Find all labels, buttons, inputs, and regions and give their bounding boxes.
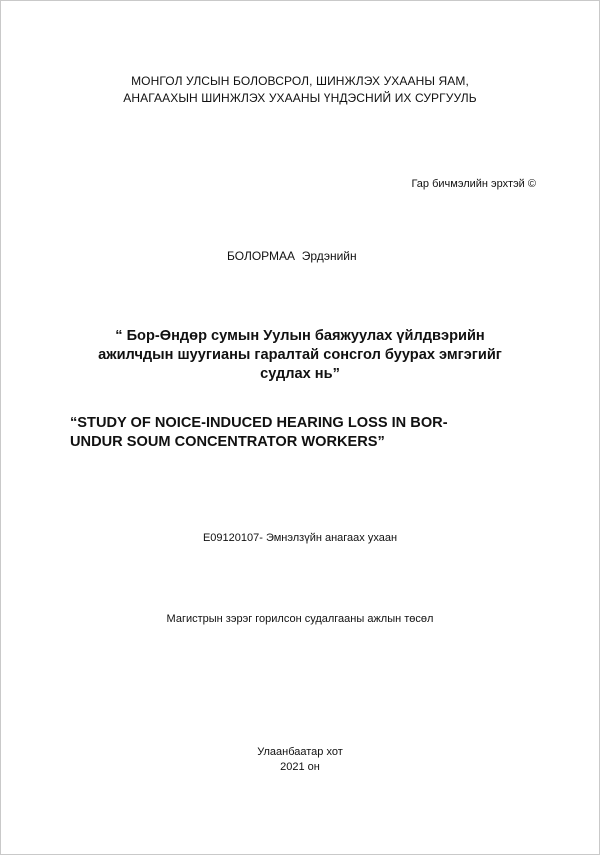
copyright-note: Гар бичмэлийн эрхтэй © — [411, 178, 536, 190]
page-border-left — [0, 0, 1, 855]
title-english-line-2: UNDUR SOUM CONCENTRATOR WORKERS” — [70, 434, 385, 450]
title-mongolian — [0, 327, 600, 384]
location-block — [0, 745, 600, 775]
author-name: БОЛОРМАА Эрдэнийн — [227, 249, 357, 263]
organization-line-1: МОНГОЛ УЛСЫН БОЛОВСРОЛ, ШИНЖЛЭХ УХААНЫ ЯАМ, — [131, 74, 469, 88]
title-english-line-1: “STUDY OF NOICE-INDUCED HEARING LOSS IN BOR- — [70, 415, 448, 431]
organization-line-2: АНАГААХЫН ШИНЖЛЭХ УХААНЫ ҮНДЭСНИЙ ИХ СУРГУУЛЬ — [123, 91, 477, 105]
degree-text: Магистрын зэрэг горилсон судалгааны ажлын төсөл — [166, 613, 434, 625]
title-english — [70, 414, 540, 452]
organization-header — [0, 73, 600, 107]
title-mongolian-line-1: “ Бор-Өндөр сумын Уулын баяжуулах үйлдвэрийн — [115, 328, 485, 344]
title-mongolian-line-3: судлах нь” — [260, 366, 340, 382]
location-city: Улаанбаатар хот — [257, 746, 343, 758]
specialty-code: E09120107- Эмнэлзүйн анагаах ухаан — [202, 532, 398, 544]
title-mongolian-line-2: ажилчдын шуугианы гаралтай сонсгол буурах эмгэгийг — [98, 347, 502, 363]
location-year: 2021 он — [280, 761, 320, 773]
page-border-top — [0, 0, 600, 1]
